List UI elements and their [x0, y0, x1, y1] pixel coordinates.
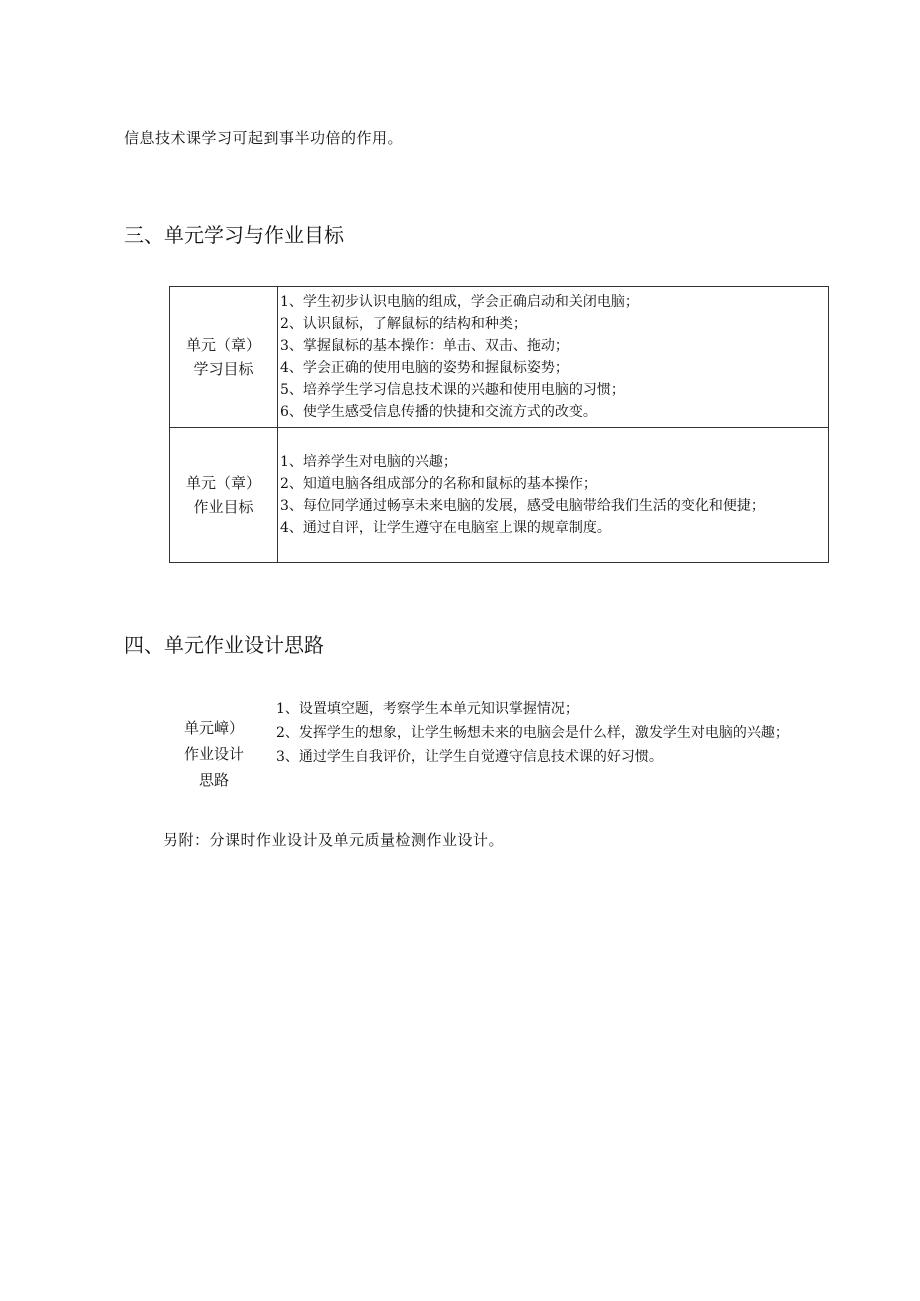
goals-table [169, 286, 829, 563]
homework-design-block [170, 697, 870, 797]
homework-design-label-line3: 思路 [198, 771, 229, 789]
homework-goals-label [170, 428, 278, 563]
learning-goals-label-line2: 学习目标 [193, 360, 254, 378]
learning-goal-item: 6、使学生感受信息传播的快捷和交流方式的改变。 [280, 404, 597, 420]
design-item: 2、发挥学生的想象，让学生畅想未来的电脑会是什么样，激发学生对电脑的兴趣； [276, 725, 789, 741]
learning-goal-item: 4、学会正确的使用电脑的姿势和握鼠标姿势； [280, 360, 569, 376]
design-item: 3、通过学生自我评价，让学生自觉遵守信息技术课的好习惯。 [276, 749, 663, 765]
intro-paragraph: 信息技术课学习可起到事半功倍的作用。 [124, 129, 404, 147]
homework-goals-label-line2: 作业目标 [193, 498, 254, 516]
homework-goal-item: 1、培养学生对电脑的兴趣； [280, 454, 457, 470]
learning-goals-label [170, 287, 278, 428]
homework-goal-item: 3、每位同学通过畅享未来电脑的发展，感受电脑带给我们生活的变化和便捷； [280, 498, 765, 514]
homework-design-label-line2: 作业设计 [183, 745, 244, 763]
learning-goals-content [278, 287, 829, 428]
homework-design-label-line1: 单元嶂） [183, 719, 244, 737]
homework-goal-item: 4、通过自评，让学生遵守在电脑室上课的规章制度。 [280, 520, 611, 536]
learning-goal-item: 1、学生初步认识电脑的组成，学会正确启动和关闭电脑； [280, 294, 639, 310]
design-item: 1、设置填空题，考察学生本单元知识掌握情况； [276, 701, 579, 717]
appendix-note: 另附：分课时作业设计及单元质量检测作业设计。 [163, 831, 505, 849]
learning-goals-label-line1: 单元（章） [185, 336, 261, 354]
homework-design-label [170, 715, 258, 793]
learning-goal-item: 5、培养学生学习信息技术课的兴趣和使用电脑的习惯； [280, 382, 625, 398]
homework-goals-content [278, 428, 829, 563]
homework-design-content [276, 697, 868, 769]
homework-goal-item: 2、知道电脑各组成部分的名称和鼠标的基本操作； [280, 476, 597, 492]
section-heading-goals: 三、单元学习与作业目标 [124, 223, 344, 247]
homework-goals-row [170, 428, 829, 563]
learning-goal-item: 3、掌握鼠标的基本操作：单击、双击、拖动； [280, 338, 569, 354]
learning-goal-item: 2、认识鼠标，了解鼠标的结构和种类； [280, 316, 527, 332]
homework-goals-label-line1: 单元（章） [185, 474, 261, 492]
learning-goals-row [170, 287, 829, 428]
section-heading-design: 四、单元作业设计思路 [124, 633, 324, 657]
